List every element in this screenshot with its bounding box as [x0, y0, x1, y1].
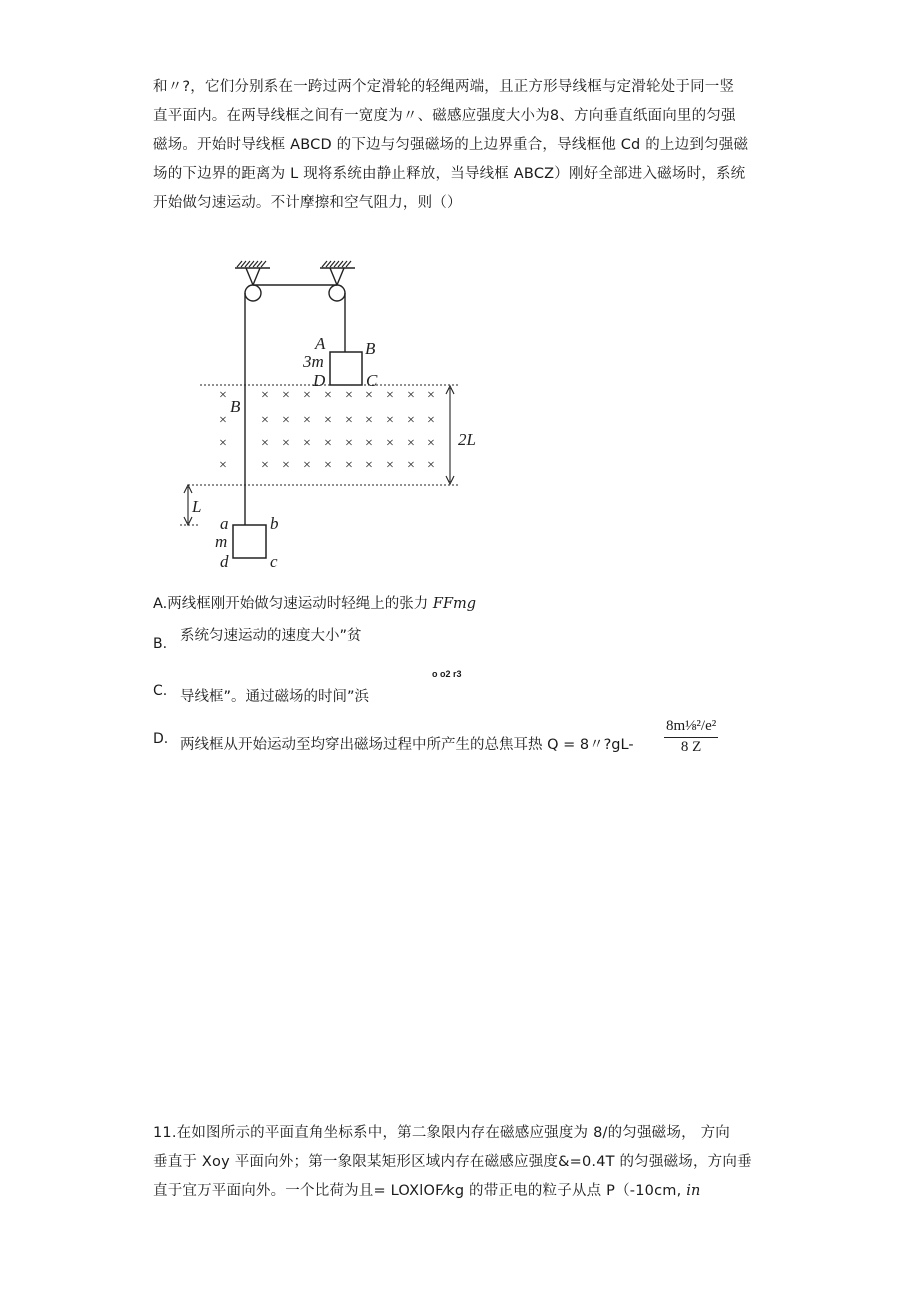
field-cross: ×: [365, 436, 373, 451]
question-10-line: 场的下边界的距离为 L 现将系统由静止释放，当导线框 ABCZ）刚好全部进入磁场时，系统: [153, 166, 746, 182]
option-B: [153, 624, 553, 654]
question-10-line: 和〃?，它们分别系在一跨过两个定滑轮的轻绳两端，且正方形导线框与定滑轮处于同一竖: [153, 79, 735, 95]
question-11-line: 11.在如图所示的平面直角坐标系中，第二象限内存在磁感应强度为 8/的匀强磁场， 方向: [153, 1125, 730, 1141]
option-D-denominator: 8 Z: [680, 739, 702, 755]
field-cross: ×: [282, 458, 290, 473]
field-cross: ×: [219, 388, 227, 403]
option-D-numerator: 8m⅛²/e²: [664, 718, 718, 738]
option-D-fraction: [664, 718, 718, 756]
field-cross: ×: [345, 388, 353, 403]
option-C-text: 导线框”。通过磁场的时间”浜: [180, 689, 370, 705]
question-11-text: [153, 1119, 813, 1206]
question-11-line-tail: in: [686, 1183, 701, 1199]
upper-frame-ABCD: [330, 352, 362, 385]
field-cross: ×: [386, 388, 394, 403]
label-B-corner: B: [365, 339, 376, 358]
field-cross: ×: [303, 413, 311, 428]
field-cross: ×: [345, 413, 353, 428]
field-cross: ×: [407, 388, 415, 403]
label-d: d: [220, 552, 229, 571]
label-field-B: B: [230, 397, 241, 416]
question-10-text: [153, 73, 793, 218]
question-10-line: 直平面内。在两导线框之间有一宽度为〃、磁感应强度大小为8、方向垂直纸面向里的匀强: [153, 108, 736, 124]
question-10-line: 开始做匀速运动。不计摩擦和空气阻力，则（）: [153, 195, 462, 211]
field-cross: ×: [219, 413, 227, 428]
field-cross: ×: [386, 436, 394, 451]
option-D: [153, 730, 653, 760]
question-11-line: 垂直于 Xoy 平面向外；第一象限某矩形区域内存在磁感应强度&=0.4T 的匀强磁场，方向垂: [153, 1154, 752, 1170]
option-D-letter: D.: [153, 731, 169, 747]
option-A-formula: FFmg: [432, 596, 477, 612]
label-A: A: [315, 334, 326, 353]
question-11-line-text: 直于宜万平面向外。一个比荷为且= LOXlOF⁄kg 的带正电的粒子从点 P（-10cm,: [153, 1183, 687, 1199]
lower-frame-abcd: [233, 525, 266, 558]
question-10-line: 磁场。开始时导线框 ABCD 的下边与匀强磁场的上边界重合，导线框他 Cd 的上边到匀强磁: [153, 137, 749, 153]
field-cross: ×: [427, 458, 435, 473]
field-cross: ×: [324, 436, 332, 451]
label-C: C: [366, 371, 378, 390]
option-C-small-text: o o2 r3: [432, 669, 462, 679]
field-cross: ×: [303, 436, 311, 451]
label-D: D: [313, 371, 326, 390]
option-C-letter: C.: [153, 683, 168, 699]
field-cross: ×: [261, 436, 269, 451]
option-A: [153, 592, 476, 613]
field-cross: ×: [407, 436, 415, 451]
right-ceiling-hatch: [322, 261, 351, 267]
label-L: L: [192, 497, 202, 516]
field-cross: ×: [427, 436, 435, 451]
field-cross: ×: [219, 458, 227, 473]
label-a: a: [220, 514, 229, 533]
option-B-letter: B.: [153, 636, 168, 652]
field-cross: ×: [407, 458, 415, 473]
field-cross: ×: [303, 458, 311, 473]
label-b: b: [270, 514, 279, 533]
field-cross: ×: [365, 458, 373, 473]
option-B-text: 系统匀速运动的速度大小”贫: [180, 628, 362, 644]
field-cross: ×: [324, 388, 332, 403]
left-pulley: [245, 285, 261, 301]
field-cross: ×: [282, 413, 290, 428]
field-cross: ×: [345, 436, 353, 451]
field-cross: ×: [427, 388, 435, 403]
option-C: [153, 682, 553, 712]
field-cross: ×: [386, 458, 394, 473]
label-2L: 2L: [458, 430, 476, 449]
field-cross: ×: [261, 458, 269, 473]
field-cross: ×: [407, 413, 415, 428]
field-cross: ×: [282, 436, 290, 451]
field-cross: ×: [345, 458, 353, 473]
label-c: c: [270, 552, 278, 571]
right-pulley: [329, 285, 345, 301]
label-mass-3m: 3m: [303, 352, 324, 371]
field-cross: ×: [324, 413, 332, 428]
pulley-magnetic-field-figure: [170, 255, 480, 575]
question-11-line: [153, 1177, 813, 1206]
option-D-text: 两线框从开始运动至均穿出磁场过程中所产生的总焦耳热 Q = 8〃?gL-: [180, 737, 634, 753]
field-cross: ×: [365, 413, 373, 428]
field-cross: ×: [282, 388, 290, 403]
field-cross: ×: [261, 388, 269, 403]
field-cross: ×: [427, 413, 435, 428]
field-cross: ×: [386, 413, 394, 428]
field-cross: ×: [324, 458, 332, 473]
magnetic-field-crosses: [219, 388, 435, 473]
option-A-text: A.两线框刚开始做匀速运动时轻绳上的张力: [153, 596, 433, 612]
field-cross: ×: [261, 413, 269, 428]
label-mass-m: m: [215, 532, 228, 551]
field-cross: ×: [219, 436, 227, 451]
field-cross: ×: [303, 388, 311, 403]
left-ceiling-hatch: [237, 261, 266, 267]
field-cross: ×: [365, 388, 373, 403]
